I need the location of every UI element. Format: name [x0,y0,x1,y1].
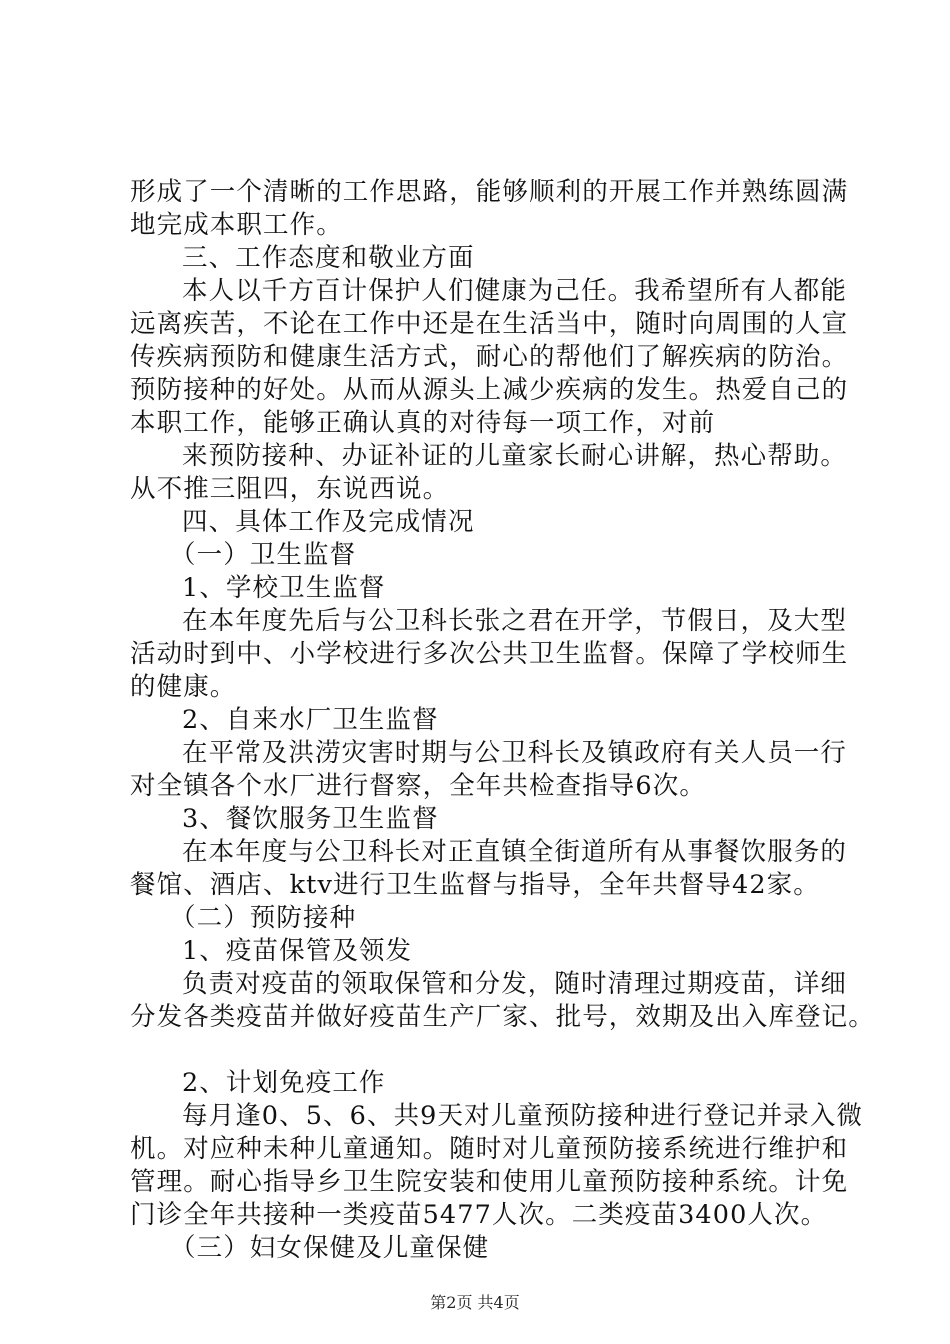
page-footer: 第2页 共4页 [430,1293,520,1312]
text-line: 在平常及洪涝灾害时期与公卫科长及镇政府有关人员一行 [182,738,848,768]
subsection-heading: （三）妇女保健及儿童保健 [170,1233,490,1263]
text-line: 地完成本职工作。 [130,210,343,240]
text-line: 本人以千方百计保护人们健康为己任。我希望所有人都能 [182,276,848,306]
section-heading: 三、工作态度和敬业方面 [182,243,475,273]
section-heading: 四、具体工作及完成情况 [182,507,475,537]
text-line: 的健康。 [130,672,237,702]
item-heading: 2、自来水厂卫生监督 [182,705,439,735]
text-line: 门诊全年共接种一类疫苗5477人次。二类疫苗3400人次。 [130,1200,828,1230]
text-line: 从不推三阻四，东说西说。 [130,474,450,504]
text-line: 传疾病预防和健康生活方式，耐心的帮他们了解疾病的防治。 [130,342,849,372]
subsection-heading: （一）卫生监督 [170,540,357,570]
text-line: 在本年度先后与公卫科长张之君在开学，节假日，及大型 [182,606,848,636]
text-line: 负责对疫苗的领取保管和分发，随时清理过期疫苗，详细 [182,969,848,999]
text-line: 本职工作，能够正确认真的对待每一项工作，对前 [130,408,716,438]
text-line: 分发各类疫苗并做好疫苗生产厂家、批号，效期及出入库登记。 [130,1002,875,1032]
item-heading: 2、计划免疫工作 [182,1068,386,1098]
text-line: 预防接种的好处。从而从源头上减少疾病的发生。热爱自己的 [130,375,849,405]
text-line: 来预防接种、办证补证的儿童家长耐心讲解，热心帮助。 [182,441,848,471]
text-line: 形成了一个清晰的工作思路，能够顺利的开展工作并熟练圆满 [130,177,849,207]
text-line: 在本年度与公卫科长对正直镇全街道所有从事餐饮服务的 [182,837,848,867]
text-line: 远离疾苦，不论在工作中还是在生活当中，随时向周围的人宣 [130,309,849,339]
text-line: 每月逢0、5、6、共9天对儿童预防接种进行登记并录入微 [182,1101,864,1131]
item-heading: 1、疫苗保管及领发 [182,936,413,966]
text-line: 对全镇各个水厂进行督察，全年共检查指导6次。 [130,771,706,801]
text-line: 管理。耐心指导乡卫生院安装和使用儿童预防接种系统。计免 [130,1167,849,1197]
item-heading: 1、学校卫生监督 [182,573,386,603]
text-line: 机。对应种未种儿童通知。随时对儿童预防接系统进行维护和 [130,1134,849,1164]
subsection-heading: （二）预防接种 [170,903,357,933]
text-line: 餐馆、酒店、ktv进行卫生监督与指导，全年共督导42家。 [130,870,820,900]
text-line: 活动时到中、小学校进行多次公共卫生监督。保障了学校师生 [130,639,849,669]
item-heading: 3、餐饮服务卫生监督 [182,804,439,834]
